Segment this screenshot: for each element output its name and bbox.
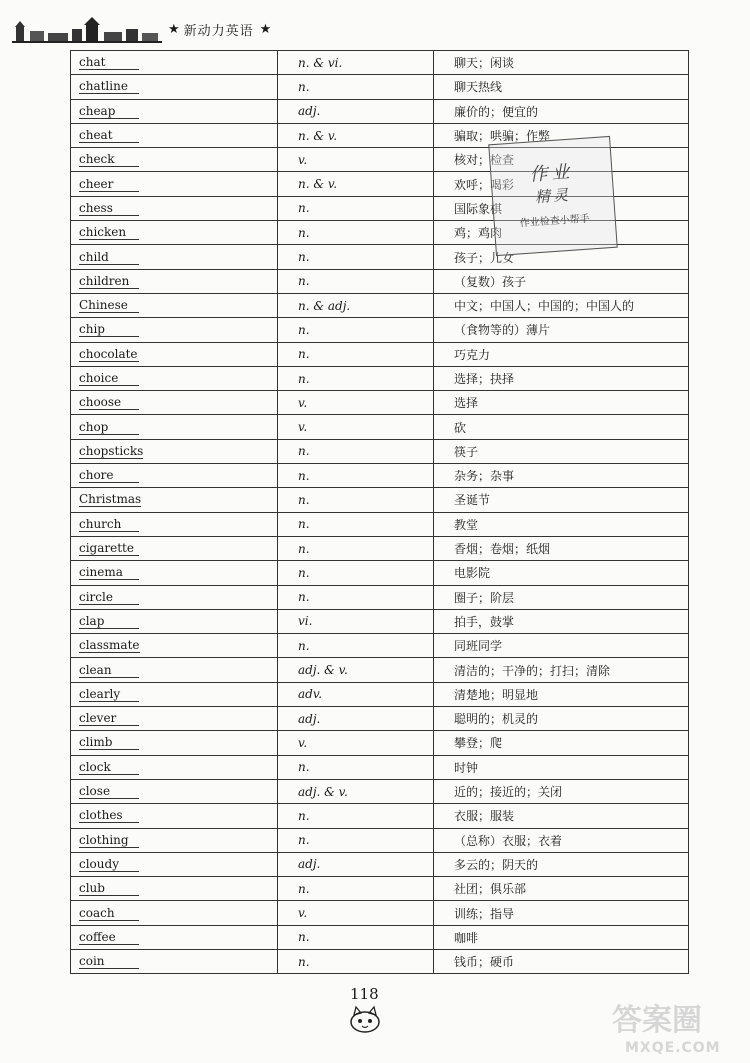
meaning-cell: （复数）孩子 [434,269,689,293]
word-cell [71,415,278,439]
word-text: cheat [79,129,139,143]
meaning-cell: 选择 [434,391,689,415]
meaning-cell: 圈子；阶层 [434,585,689,609]
part-of-speech-cell: adj. [278,99,434,123]
meaning-cell: 孩子；儿女 [434,245,689,269]
part-of-speech-cell: n. [278,342,434,366]
part-of-speech-cell: n. [278,196,434,220]
word-text: clothing [79,834,139,848]
meaning-cell: 圣诞节 [434,488,689,512]
word-text: chopsticks [79,443,144,458]
word-cell [71,148,278,172]
part-of-speech-cell: v. [278,901,434,925]
part-of-speech-cell: n. [278,755,434,779]
meaning-cell: 聊天热线 [434,75,689,99]
word-text: cheer [79,178,139,192]
meaning-cell: 衣服；服装 [434,804,689,828]
word-text: check [79,153,139,167]
word-cell [71,221,278,245]
part-of-speech-cell: n. [278,488,434,512]
part-of-speech-cell: v. [278,731,434,755]
table-row [71,342,689,366]
table-row [71,512,689,536]
word-cell [71,196,278,220]
word-cell [71,269,278,293]
part-of-speech-cell: n. [278,877,434,901]
meaning-cell: 教堂 [434,512,689,536]
word-cell [71,804,278,828]
word-cell [71,755,278,779]
part-of-speech-cell: n. & v. [278,172,434,196]
part-of-speech-cell: n. & vi. [278,51,434,75]
part-of-speech-cell: n. [278,464,434,488]
word-text: cigarette [79,542,139,556]
table-row [71,682,689,706]
table-row [71,99,689,123]
word-text: classmate [79,638,140,653]
word-cell [71,658,278,682]
word-text: cheap [79,105,139,119]
word-text: chip [79,323,139,337]
word-cell [71,585,278,609]
word-cell [71,172,278,196]
part-of-speech-cell: n. [278,561,434,585]
meaning-cell: 聪明的；机灵的 [434,707,689,731]
meaning-cell: 近的；接近的；关闭 [434,779,689,803]
word-text: chess [79,202,139,216]
word-text: chatline [79,80,139,94]
meaning-cell: 欢呼；喝彩 [434,172,689,196]
meaning-cell: 训练；指导 [434,901,689,925]
part-of-speech-cell: n. [278,949,434,973]
word-text: church [79,518,139,532]
word-text: coach [79,907,139,921]
word-cell [71,828,278,852]
table-row [71,415,689,439]
part-of-speech-cell: v. [278,415,434,439]
word-text: club [79,882,139,896]
word-cell [71,99,278,123]
part-of-speech-cell: v. [278,391,434,415]
word-cell [71,925,278,949]
skyline-decoration-icon [12,15,162,43]
meaning-cell: 电影院 [434,561,689,585]
cat-mascot-icon [345,1005,385,1035]
meaning-cell: 核对；检查 [434,148,689,172]
word-cell [71,707,278,731]
word-text: coffee [79,931,139,945]
table-row [71,366,689,390]
table-row [71,488,689,512]
word-cell [71,949,278,973]
part-of-speech-cell: n. [278,585,434,609]
word-text: climb [79,736,139,750]
part-of-speech-cell: n. & v. [278,123,434,147]
table-row [71,658,689,682]
part-of-speech-cell: n. [278,75,434,99]
part-of-speech-cell: n. [278,804,434,828]
part-of-speech-cell: adj. & v. [278,779,434,803]
word-cell [71,245,278,269]
meaning-cell: 筷子 [434,439,689,463]
watermark-text: 答案圈 [612,1003,702,1038]
part-of-speech-cell: adj. [278,852,434,876]
star-icon: ★ [259,21,272,37]
word-cell [71,123,278,147]
word-cell [71,536,278,560]
meaning-cell: 拍手，鼓掌 [434,609,689,633]
meaning-cell: 社团；俱乐部 [434,877,689,901]
meaning-cell: 清洁的；干净的；打扫；清除 [434,658,689,682]
meaning-cell: 香烟；卷烟；纸烟 [434,536,689,560]
table-row [71,852,689,876]
word-text: clap [79,615,139,629]
part-of-speech-cell: n. [278,318,434,342]
table-row [71,925,689,949]
meaning-cell: （食物等的）薄片 [434,318,689,342]
table-row [71,755,689,779]
meaning-cell: 巧克力 [434,342,689,366]
part-of-speech-cell: n. [278,439,434,463]
meaning-cell: 砍 [434,415,689,439]
word-cell [71,852,278,876]
table-row [71,51,689,75]
word-cell [71,439,278,463]
part-of-speech-cell: n. [278,221,434,245]
table-row [71,439,689,463]
table-row [71,561,689,585]
meaning-cell: 廉价的；便宜的 [434,99,689,123]
meaning-cell: 骗取；哄骗；作弊 [434,123,689,147]
word-cell [71,609,278,633]
part-of-speech-cell: n. & adj. [278,293,434,317]
stamp-line-1: 作业 [528,161,575,186]
page-number: 118 [350,985,379,1003]
table-row [71,634,689,658]
word-text: chore [79,469,139,483]
part-of-speech-cell: v. [278,148,434,172]
table-row [71,464,689,488]
part-of-speech-cell: n. [278,828,434,852]
table-row [71,269,689,293]
word-text: choice [79,372,139,386]
word-text: close [79,785,139,799]
table-row [71,293,689,317]
part-of-speech-cell: adj. [278,707,434,731]
word-text: coin [79,955,139,969]
meaning-cell: 国际象棋 [434,196,689,220]
meaning-cell: 选择；抉择 [434,366,689,390]
stamp-line-2: 精灵 [534,185,572,207]
part-of-speech-cell: n. [278,634,434,658]
table-row [71,609,689,633]
word-text: Chinese [79,299,139,313]
word-text: clever [79,712,139,726]
word-text: clearly [79,688,139,702]
meaning-cell: 时钟 [434,755,689,779]
part-of-speech-cell: vi. [278,609,434,633]
part-of-speech-cell: adj. & v. [278,658,434,682]
word-cell [71,366,278,390]
word-text: circle [79,591,139,605]
table-row [71,804,689,828]
meaning-cell: 鸡；鸡肉 [434,221,689,245]
meaning-cell: 咖啡 [434,925,689,949]
word-cell [71,901,278,925]
meaning-cell: 杂务；杂事 [434,464,689,488]
page-header [12,14,312,44]
meaning-cell: 钱币；硬币 [434,949,689,973]
word-text: chicken [79,226,139,240]
meaning-cell: 同班同学 [434,634,689,658]
word-cell [71,561,278,585]
part-of-speech-cell: n. [278,245,434,269]
word-cell [71,682,278,706]
word-text: clock [79,761,139,775]
word-cell [71,877,278,901]
table-row [71,75,689,99]
part-of-speech-cell: n. [278,512,434,536]
table-row [71,318,689,342]
word-text: chop [79,421,139,435]
meaning-cell: 清楚地；明显地 [434,682,689,706]
meaning-cell: 攀登；爬 [434,731,689,755]
part-of-speech-cell: n. [278,269,434,293]
word-cell [71,488,278,512]
word-text: Christmas [79,492,142,507]
word-text: chocolate [79,346,138,361]
word-cell [71,512,278,536]
stamp-line-3: 作业检查小帮手 [519,213,591,230]
part-of-speech-cell: n. [278,925,434,949]
book-title: 新动力英语 [183,23,254,39]
meaning-cell: 聊天；闲谈 [434,51,689,75]
word-cell [71,634,278,658]
word-cell [71,779,278,803]
watermark-url: MXQE.COM [625,1040,721,1056]
table-row [71,585,689,609]
table-row [71,536,689,560]
table-row [71,391,689,415]
homework-stamp [488,136,618,256]
word-cell [71,731,278,755]
word-text: chat [79,56,139,70]
part-of-speech-cell: n. [278,366,434,390]
word-text: children [79,275,139,289]
word-text: clothes [79,809,139,823]
word-cell [71,318,278,342]
table-row [71,877,689,901]
part-of-speech-cell: n. [278,536,434,560]
word-cell [71,75,278,99]
word-text: choose [79,396,139,410]
word-cell [71,51,278,75]
word-cell [71,342,278,366]
word-cell [71,293,278,317]
word-text: cinema [79,566,139,580]
meaning-cell: 中文；中国人；中国的；中国人的 [434,293,689,317]
word-cell [71,391,278,415]
word-text: clean [79,664,139,678]
meaning-cell: 多云的；阴天的 [434,852,689,876]
table-row [71,707,689,731]
part-of-speech-cell: adv. [278,682,434,706]
table-row [71,949,689,973]
word-text: cloudy [79,858,139,872]
meaning-cell: （总称）衣服；衣着 [434,828,689,852]
star-icon: ★ [168,21,180,37]
word-text: child [79,251,139,265]
table-row [71,779,689,803]
table-row [71,731,689,755]
word-cell [71,464,278,488]
table-row [71,828,689,852]
table-row [71,901,689,925]
